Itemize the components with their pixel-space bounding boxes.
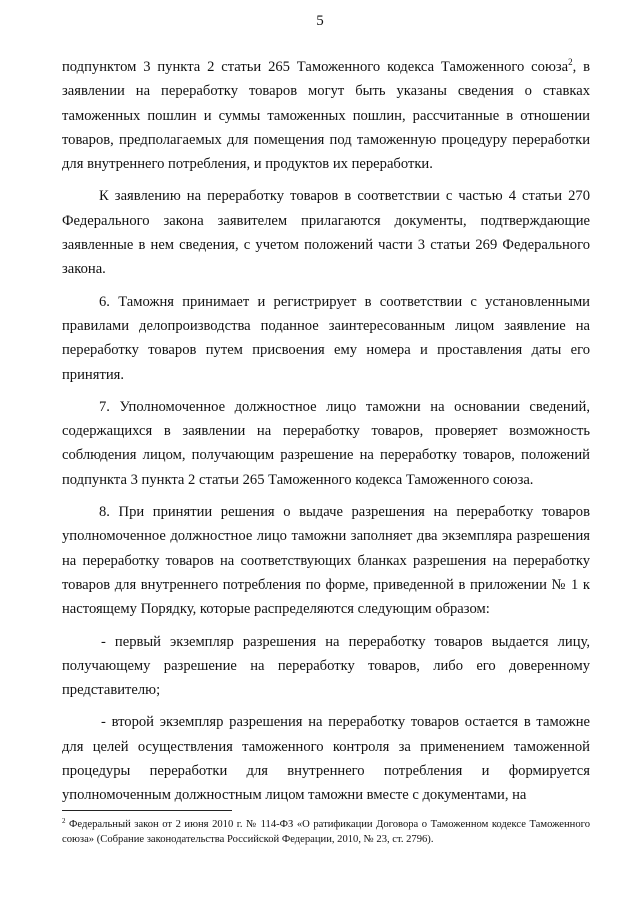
- paragraph-item-6: 6. Таможня принимает и регистрирует в соответствии с установленными правилами делопроизводства поданное заинтересованным лицом заявление на переработку товаров путем присвоения ему номера и проставления даты его принятия.: [62, 293, 590, 383]
- page-number: 5: [316, 13, 324, 29]
- paragraph-text: , в заявлении на переработку товаров могут быть указаны сведения о ставках таможенных пошлин и суммы таможенных пошлин, рассчитанные в отношении товаров, предполагаемых для помещения под таможенную процедуру переработки для внутреннего потребления, и продуктов их переработки.: [62, 59, 590, 173]
- body-text: [62, 55, 590, 808]
- list-item-first-copy: - первый экземпляр разрешения на переработку товаров выдается лицу, получающему разрешение на переработку товаров, либо его доверенному представителю;: [62, 633, 590, 699]
- list-item-second-copy: - второй экземпляр разрешения на переработку товаров остается в таможне для целей осуществления таможенного контроля за применением таможенной процедуры переработки для внутреннего потребления и формируется уполномоченным должностным лицом таможни вместе с документами, на: [62, 714, 590, 804]
- paragraph-text: подпунктом 3 пункта 2 статьи 265 Таможенного кодекса Таможенного союза: [62, 59, 569, 75]
- footnote-separator: [62, 810, 232, 811]
- paragraph-item-7: 7. Уполномоченное должностное лицо таможни на основании сведений, содержащихся в заявлении на переработку товаров, проверяет возможность соблюдения лицом, получающим разрешение на переработку товаров, положений подпункта 3 пункта 2 статьи 265 Таможенного кодекса Таможенного союза.: [62, 398, 590, 488]
- footnote: [62, 817, 590, 847]
- footnote-text: Федеральный закон от 2 июня 2010 г. № 114-ФЗ «О ратификации Договора о Таможенном кодексе Таможенного союза» (Собрание законодательства Российской Федерации, 2010, № 23, ст. 2796).: [62, 819, 590, 845]
- paragraph-item-8: 8. При принятии решения о выдаче разрешения на переработку товаров уполномоченное должностное лицо таможни заполняет два экземпляра разрешения на переработку товаров на соответствующих бланках разрешения на переработку товаров для внутреннего потребления по форме, приведенной в приложении № 1 к настоящему Порядку, которые распределяются следующим образом:: [62, 504, 590, 618]
- footnote-marker: 2: [62, 817, 66, 825]
- paragraph-continuation: [62, 55, 590, 176]
- paragraph-attachments: К заявлению на переработку товаров в соответствии с частью 4 статьи 270 Федерального закона заявителем прилагаются документы, подтверждающие заявленные в нем сведения, с учетом положений части 3 статьи 269 Федерального закона.: [62, 188, 590, 278]
- footnote-reference: 2: [568, 57, 573, 67]
